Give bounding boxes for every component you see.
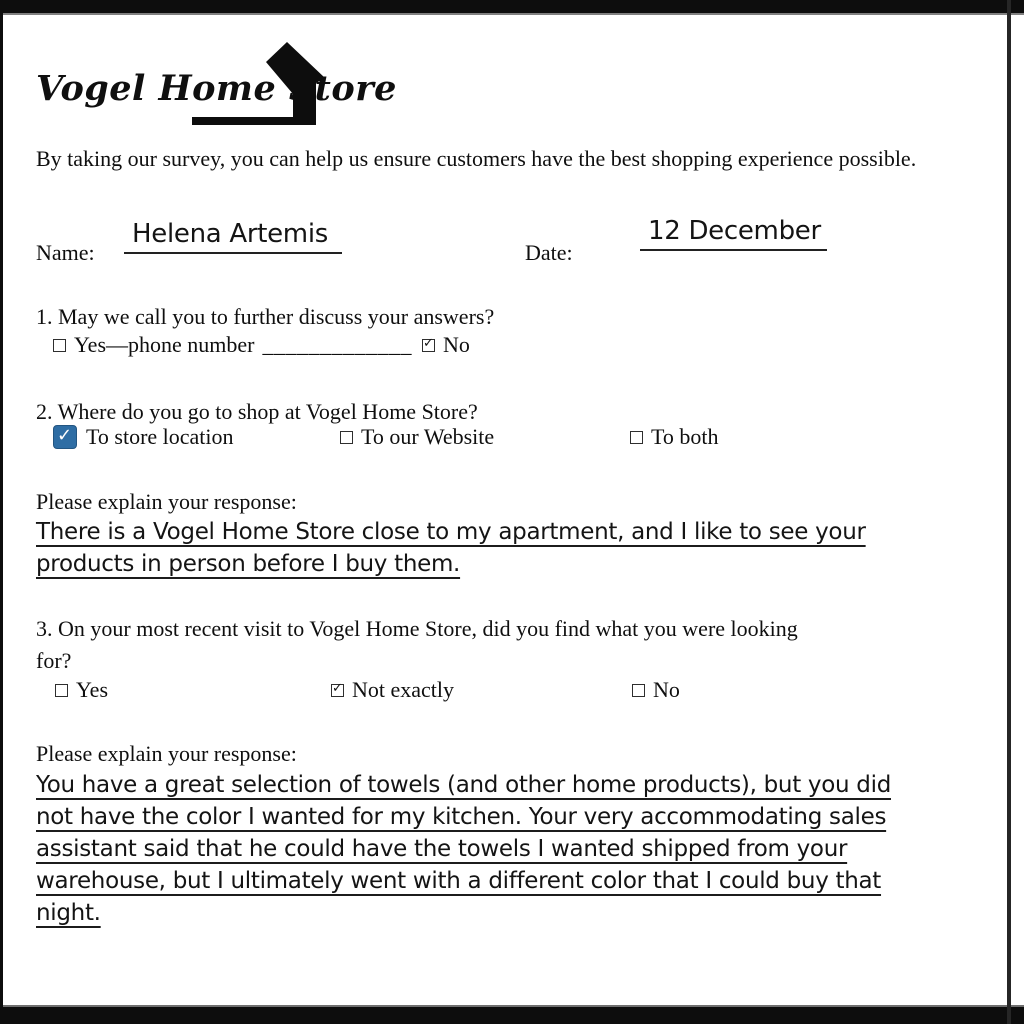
right-border-line (1007, 0, 1011, 1024)
date-field[interactable]: 12 December (640, 216, 827, 251)
q3-yes-checkbox[interactable] (55, 684, 68, 697)
checkmark-icon: ✓ (332, 680, 343, 696)
question-1-text: 1. May we call you to further discuss your answers? (36, 304, 495, 329)
q2-both-checkbox[interactable] (630, 431, 643, 444)
q2-store-label: To store location (86, 424, 234, 449)
q3-yes-label: Yes (76, 677, 109, 702)
q1-yes-checkbox[interactable] (53, 339, 66, 352)
question-2-options (0, 424, 1010, 454)
q3-explain-response[interactable] (36, 772, 986, 932)
q2-website-label: To our Website (361, 424, 495, 449)
q3-response-line: You have a great selection of towels (and other home products), but you did (36, 772, 891, 798)
question-1-options (0, 332, 1010, 362)
q3-not-exactly-checkbox[interactable] (331, 680, 344, 697)
left-border-line (0, 0, 3, 1024)
q2-explain-label: Please explain your response: (36, 489, 297, 514)
name-field[interactable]: Helena Artemis (124, 219, 342, 254)
q3-option-yes (55, 677, 108, 703)
q1-no-label: No (442, 332, 470, 357)
q2-option-store (53, 424, 234, 450)
store-logo-text: Vogel Home Store (36, 68, 397, 109)
q3-no-checkbox[interactable] (632, 684, 645, 697)
q2-option-both (630, 424, 719, 450)
q2-store-checkbox[interactable] (53, 425, 77, 449)
q3-text-line: 3. On your most recent visit to Vogel Home Store, did you find what you were looking (36, 616, 798, 641)
checkmark-icon: ✓ (422, 335, 434, 351)
question-3-options (0, 677, 1010, 707)
q3-response-line: assistant said that he could have the towels I wanted shipped from your (36, 836, 848, 862)
q3-response-line: night. (36, 900, 101, 926)
q3-no-label: No (653, 677, 680, 702)
q3-response-line: not have the color I wanted for my kitchen. Your very accommodating sales (36, 804, 887, 830)
checkmark-icon: ✓ (57, 425, 73, 446)
q2-response-line: There is a Vogel Home Store close to my apartment, and I like to see your (36, 519, 866, 545)
q3-option-no (632, 677, 680, 703)
question-3-text (36, 613, 991, 677)
q1-no-checkbox[interactable] (422, 335, 435, 352)
top-border-band (0, 0, 1024, 15)
q3-text-line: for? (36, 648, 72, 673)
q1-option-yes (53, 332, 470, 358)
q2-both-label: To both (651, 424, 719, 449)
survey-intro-text: By taking our survey, you can help us ensure customers have the best shopping experience possible. (36, 146, 917, 171)
q2-website-checkbox[interactable] (340, 431, 353, 444)
question-2-text: 2. Where do you go to shop at Vogel Home Store? (36, 399, 478, 424)
q1-yes-label: Yes—phone number (74, 332, 255, 357)
name-label: Name: (36, 240, 95, 265)
q2-option-website (340, 424, 494, 450)
q3-explain-label: Please explain your response: (36, 741, 297, 766)
q2-response-line: products in person before I buy them. (36, 551, 461, 577)
date-label: Date: (525, 240, 573, 265)
q3-response-line: warehouse, but I ultimately went with a different color that I could buy that (36, 868, 882, 894)
phone-number-blank[interactable]: _____________ (262, 332, 412, 357)
q3-not-exactly-label: Not exactly (352, 677, 455, 702)
q2-explain-response[interactable] (36, 519, 986, 583)
q3-option-not-exactly (331, 677, 454, 703)
bottom-border-band (0, 1005, 1024, 1024)
house-arrow-icon (185, 35, 330, 140)
